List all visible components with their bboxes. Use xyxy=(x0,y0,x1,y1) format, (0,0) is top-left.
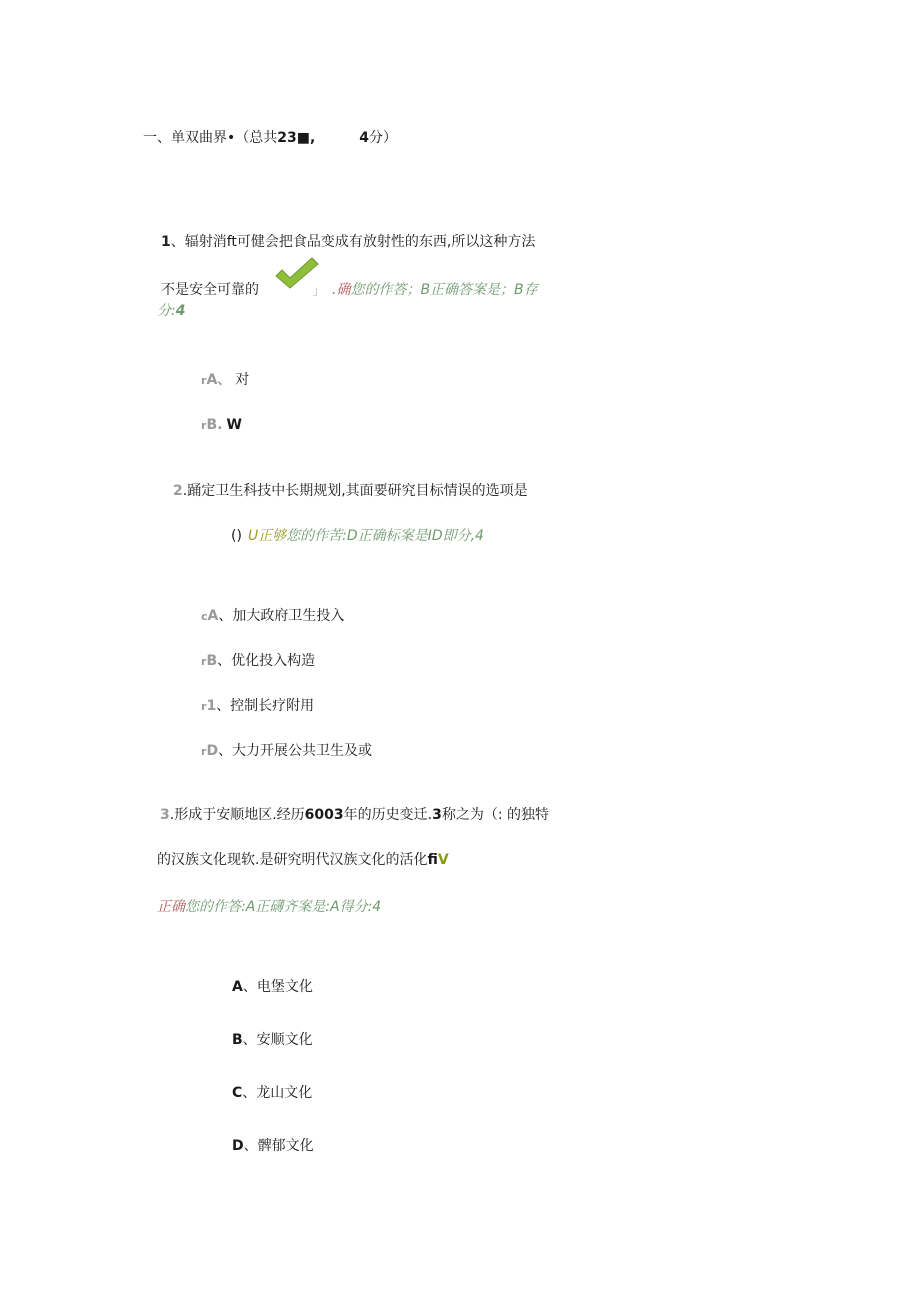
feedback-dot: 」 xyxy=(313,284,324,297)
option-text: 、大力开展公共卫生及或 xyxy=(218,743,373,759)
question-1-text-2: 不是安全可靠的 xyxy=(161,282,259,298)
option-separator: 、 xyxy=(217,372,232,388)
question-3-text-2c: V xyxy=(437,852,449,868)
question-2-line1 xyxy=(173,482,528,500)
question-1-option-a[interactable] xyxy=(201,371,249,390)
option-text: 、加大政府卫生投入 xyxy=(218,608,345,624)
feedback-text: 您的作苦:D正确标案是ID即分,4 xyxy=(286,528,484,544)
question-1-option-b[interactable] xyxy=(201,416,242,435)
score-label: 分: xyxy=(157,303,176,319)
question-2-option-a[interactable] xyxy=(201,607,344,626)
question-1-number: 1 xyxy=(161,234,171,250)
feedback-correct-label: 正确 xyxy=(157,899,185,915)
question-3-option-a[interactable] xyxy=(232,978,313,996)
question-3-option-b[interactable] xyxy=(232,1031,313,1049)
question-3-text-c: 年的历史变迁. xyxy=(343,807,433,823)
feedback-correct-label: U正够 xyxy=(247,528,287,544)
radio-marker[interactable]: r xyxy=(201,700,207,713)
question-2-option-c[interactable] xyxy=(201,697,314,716)
score-value: 4 xyxy=(175,303,186,319)
feedback-text: 您的作答；B正确答案是；B存 xyxy=(350,282,538,298)
option-letter: A xyxy=(207,608,219,624)
question-2-number: 2 xyxy=(173,483,183,499)
radio-marker[interactable]: r xyxy=(201,374,207,387)
question-2-option-d[interactable] xyxy=(201,742,372,761)
option-text: 、龙山文化 xyxy=(242,1085,313,1101)
option-separator: . xyxy=(217,417,223,433)
option-letter: A xyxy=(232,979,243,995)
option-text: 、电堡文化 xyxy=(242,979,313,995)
option-text: 、控制长疗附用 xyxy=(216,698,315,714)
question-2-option-b[interactable] xyxy=(201,652,315,671)
section-suffix: 分） xyxy=(369,130,398,146)
question-3-option-c[interactable] xyxy=(232,1084,312,1102)
question-3-text-2a: 的汉族文化现软.是研究明代汉族文化的活化 xyxy=(157,852,428,868)
radio-marker[interactable]: r xyxy=(201,745,207,758)
question-1-line1 xyxy=(161,233,535,251)
section-title: 单双曲界•（总共 xyxy=(171,130,278,146)
option-text: 对 xyxy=(235,372,250,388)
option-letter: C xyxy=(232,1085,243,1101)
question-3-text-e: 称之为（: 的独特 xyxy=(441,807,549,823)
option-text: 、安顺文化 xyxy=(242,1032,313,1048)
option-letter: 1 xyxy=(206,698,217,714)
section-header xyxy=(143,129,397,147)
option-letter: B xyxy=(232,1032,243,1048)
question-3-number: 3 xyxy=(160,807,170,823)
option-letter: B xyxy=(206,417,218,433)
question-2-paren: () xyxy=(231,528,242,544)
option-letter: A xyxy=(206,372,218,388)
question-3-text-d: 3 xyxy=(432,807,442,823)
question-3-text-a: .形成于安顺地区.经历 xyxy=(169,807,305,823)
question-2-text: .踊定卫生科技中长期规划,其面要研究目标情误的选项是 xyxy=(182,483,528,499)
radio-marker[interactable]: c xyxy=(201,610,208,623)
question-1-feedback xyxy=(313,281,538,300)
radio-marker[interactable]: r xyxy=(201,655,207,668)
question-3-text-2b: fi xyxy=(427,852,438,868)
question-1-line2 xyxy=(161,281,259,299)
question-1-score xyxy=(157,302,185,320)
section-count: 23■, xyxy=(277,130,316,146)
question-3-text-b: 6003 xyxy=(304,807,344,823)
option-text: 、髀郁文化 xyxy=(243,1138,314,1154)
question-3-option-d[interactable] xyxy=(232,1137,314,1155)
option-letter: B xyxy=(206,653,218,669)
question-1-text: 、辐射消ft可健会把食品变成有放射性的东西,所以这种方法 xyxy=(170,234,536,250)
option-text: W xyxy=(226,417,242,433)
question-2-feedback xyxy=(231,527,484,545)
feedback-text: 您的作答:A正礴齐案是:A得分:4 xyxy=(185,899,382,915)
question-3-feedback xyxy=(157,898,381,916)
question-3-line2 xyxy=(157,851,449,869)
option-letter: D xyxy=(232,1138,244,1154)
radio-marker[interactable]: r xyxy=(201,419,207,432)
option-letter: D xyxy=(206,743,219,759)
question-3-line1 xyxy=(160,806,549,824)
section-prefix: 一、 xyxy=(143,130,171,146)
feedback-correct-label: .确 xyxy=(332,282,351,298)
option-text: 、优化投入构造 xyxy=(217,653,316,669)
section-score: 4 xyxy=(359,130,370,146)
